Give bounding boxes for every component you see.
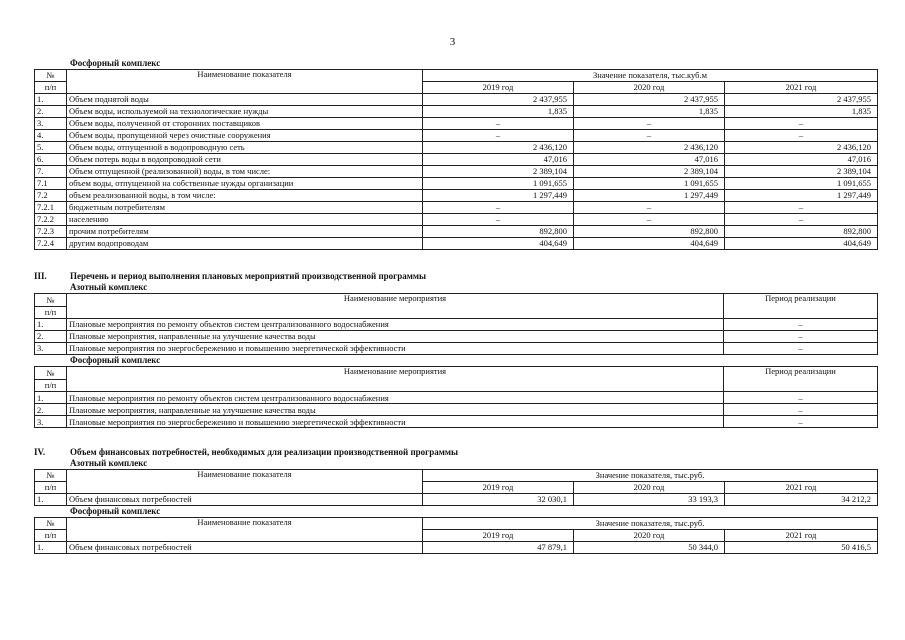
value-2021: 34 212,2 xyxy=(725,494,878,506)
complex-caption: Азотный комплекс xyxy=(70,282,148,292)
row-number: 7.2.1 xyxy=(35,202,67,214)
value-2019: – xyxy=(423,118,574,130)
row-number: 1. xyxy=(35,542,67,554)
row-number: 7. xyxy=(35,166,67,178)
header-no: № xyxy=(35,294,67,307)
year-2019: 2019 год xyxy=(423,530,574,542)
header-name: Наименование показателя xyxy=(67,470,423,494)
header-pp: п/п xyxy=(35,306,67,319)
row-name: Объем финансовых потребностей xyxy=(67,494,423,506)
value-2020: 892,800 xyxy=(574,226,725,238)
value-2021: 404,649 xyxy=(725,238,878,250)
table-row xyxy=(35,343,878,355)
value-2021: 2 389,104 xyxy=(725,166,878,178)
table-row xyxy=(35,416,878,428)
row-number: 7.2.3 xyxy=(35,226,67,238)
table-row xyxy=(35,190,878,202)
table-row xyxy=(35,331,878,343)
complex-caption: Фосфорный комплекс xyxy=(70,355,161,366)
header-value: Значение показателя, тыс.руб. xyxy=(423,470,878,482)
value-2019: 2 437,955 xyxy=(423,94,574,106)
row-number: 1. xyxy=(35,494,67,506)
row-number: 1. xyxy=(35,392,67,404)
table-row xyxy=(35,202,878,214)
table-row xyxy=(35,238,878,250)
year-2019: 2019 год xyxy=(423,82,574,94)
value-2021: 1 297,449 xyxy=(725,190,878,202)
water-volume-table xyxy=(34,69,878,250)
complex-caption: Фосфорный комплекс xyxy=(70,58,161,68)
row-number: 7.2 xyxy=(35,190,67,202)
row-number: 2. xyxy=(35,331,67,343)
header-name: Наименование мероприятия xyxy=(67,367,724,392)
value-2021: 1,835 xyxy=(725,106,878,118)
row-name: объем воды, отпущенной на собственные нужды организации xyxy=(67,178,423,190)
row-name: объем реализованной воды, в том числе: xyxy=(67,190,423,202)
row-name: Плановые мероприятия по ремонту объектов систем централизованного водоснабжения xyxy=(67,392,724,404)
section-3-heading: Перечень и период выполнения плановых мероприятий производственной программы xyxy=(70,271,427,281)
water-volume-block xyxy=(34,58,877,250)
row-name: населению xyxy=(67,214,423,226)
row-name: Объем воды, используемой на технологические нужды xyxy=(67,106,423,118)
finance-block xyxy=(34,447,877,554)
table-row xyxy=(35,118,878,130)
header-name: Наименование показателя xyxy=(67,518,423,542)
year-2020: 2020 год xyxy=(574,530,725,542)
value-2021: – xyxy=(725,130,878,142)
row-number: 7.2.2 xyxy=(35,214,67,226)
value-2020: 33 193,3 xyxy=(574,494,725,506)
header-value: Значение показателя, тыс.руб. xyxy=(423,518,878,530)
value-2020: – xyxy=(574,118,725,130)
row-period: – xyxy=(724,416,878,428)
value-2020: 1 091,655 xyxy=(574,178,725,190)
row-period: – xyxy=(724,319,878,331)
section-3-number: III. xyxy=(34,271,47,281)
measures-table-phosphor xyxy=(34,366,878,428)
value-2019: 404,649 xyxy=(423,238,574,250)
row-name: Плановые мероприятия по ремонту объектов систем централизованного водоснабжения xyxy=(67,319,724,331)
row-number: 1. xyxy=(35,319,67,331)
value-2021: – xyxy=(725,118,878,130)
value-2020: – xyxy=(574,130,725,142)
value-2019: 2 389,104 xyxy=(423,166,574,178)
row-name: бюджетным потребителям xyxy=(67,202,423,214)
header-no: № xyxy=(35,518,67,530)
table-row xyxy=(35,392,878,404)
measures-table-azot xyxy=(34,293,878,355)
value-2019: 1,835 xyxy=(423,106,574,118)
value-2019: 1 091,655 xyxy=(423,178,574,190)
value-2020: – xyxy=(574,202,725,214)
table-row xyxy=(35,494,878,506)
complex-caption: Азотный комплекс xyxy=(70,458,148,468)
row-number: 6. xyxy=(35,154,67,166)
row-name: Плановые мероприятия по энергосбережению и повышению энергетической эффективности xyxy=(67,343,724,355)
section-4-heading: Объем финансовых потребностей, необходимых для реализации производственной программы xyxy=(70,447,459,457)
row-number: 2. xyxy=(35,404,67,416)
row-period: – xyxy=(724,331,878,343)
value-2020: 2 389,104 xyxy=(574,166,725,178)
table-row xyxy=(35,142,878,154)
header-no: № xyxy=(35,70,67,82)
header-no: № xyxy=(35,470,67,482)
row-name: Объем финансовых потребностей xyxy=(67,542,423,554)
row-number: 1. xyxy=(35,94,67,106)
measures-block xyxy=(34,271,877,428)
year-2019: 2019 год xyxy=(423,482,574,494)
table-row xyxy=(35,404,878,416)
row-name: Плановые мероприятия, направленные на улучшение качества воды xyxy=(67,404,724,416)
header-no: № xyxy=(35,367,67,380)
value-2020: 1,835 xyxy=(574,106,725,118)
year-2020: 2020 год xyxy=(574,482,725,494)
table-row xyxy=(35,166,878,178)
year-2020: 2020 год xyxy=(574,82,725,94)
row-period: – xyxy=(724,392,878,404)
value-2021: 2 436,120 xyxy=(725,142,878,154)
value-2020: 2 437,955 xyxy=(574,94,725,106)
value-2020: 404,649 xyxy=(574,238,725,250)
year-2021: 2021 год xyxy=(725,530,878,542)
row-number: 7.1 xyxy=(35,178,67,190)
finance-table-azot xyxy=(34,469,878,506)
finance-table-phosphor xyxy=(34,517,878,554)
row-number: 3. xyxy=(35,343,67,355)
value-2021: 892,800 xyxy=(725,226,878,238)
row-number: 7.2.4 xyxy=(35,238,67,250)
row-name: Плановые мероприятия по энергосбережению и повышению энергетической эффективности xyxy=(67,416,724,428)
header-pp: п/п xyxy=(35,82,67,94)
row-name: Плановые мероприятия, направленные на улучшение качества воды xyxy=(67,331,724,343)
header-period: Период реализации xyxy=(724,294,878,319)
row-name: Объем потерь воды в водопроводной сети xyxy=(67,154,423,166)
year-2021: 2021 год xyxy=(725,82,878,94)
table-row xyxy=(35,130,878,142)
value-2019: 47 879,1 xyxy=(423,542,574,554)
page-number: 3 xyxy=(449,36,456,48)
table-row xyxy=(35,542,878,554)
value-2019: 47,016 xyxy=(423,154,574,166)
value-2020: – xyxy=(574,214,725,226)
table-row xyxy=(35,94,878,106)
row-name: Объем поднятой воды xyxy=(67,94,423,106)
row-number: 4. xyxy=(35,130,67,142)
row-number: 3. xyxy=(35,118,67,130)
table-row xyxy=(35,178,878,190)
value-2020: 2 436,120 xyxy=(574,142,725,154)
value-2020: 47,016 xyxy=(574,154,725,166)
row-number: 5. xyxy=(35,142,67,154)
section-3-title xyxy=(34,271,877,282)
header-value: Значение показателя, тыс.куб.м xyxy=(423,70,878,82)
table-row xyxy=(35,154,878,166)
section-4-title xyxy=(34,447,877,458)
header-pp: п/п xyxy=(35,530,67,542)
table-row xyxy=(35,214,878,226)
value-2019: – xyxy=(423,214,574,226)
row-period: – xyxy=(724,343,878,355)
value-2021: 1 091,655 xyxy=(725,178,878,190)
year-2021: 2021 год xyxy=(725,482,878,494)
header-pp: п/п xyxy=(35,379,67,392)
table-row xyxy=(35,226,878,238)
row-name: Объем воды, полученной от сторонних поставщиков xyxy=(67,118,423,130)
value-2019: 32 030,1 xyxy=(423,494,574,506)
value-2020: 50 344,0 xyxy=(574,542,725,554)
row-name: прочим потребителям xyxy=(67,226,423,238)
table-row xyxy=(35,319,878,331)
value-2021: 47,016 xyxy=(725,154,878,166)
header-period: Период реализации xyxy=(724,367,878,392)
row-number: 3. xyxy=(35,416,67,428)
table-row xyxy=(35,106,878,118)
value-2019: 1 297,449 xyxy=(423,190,574,202)
complex-caption: Фосфорный комплекс xyxy=(70,506,161,516)
header-name: Наименование показателя xyxy=(67,70,423,94)
value-2021: 2 437,955 xyxy=(725,94,878,106)
value-2019: – xyxy=(423,130,574,142)
header-pp: п/п xyxy=(35,482,67,494)
row-name: другим водопроводам xyxy=(67,238,423,250)
value-2020: 1 297,449 xyxy=(574,190,725,202)
value-2021: – xyxy=(725,214,878,226)
row-name: Объем воды, пропущенной через очистные сооружения xyxy=(67,130,423,142)
value-2019: 892,800 xyxy=(423,226,574,238)
value-2021: 50 416,5 xyxy=(725,542,878,554)
section-4-number: IV. xyxy=(34,447,46,457)
row-number: 2. xyxy=(35,106,67,118)
value-2021: – xyxy=(725,202,878,214)
value-2019: 2 436,120 xyxy=(423,142,574,154)
row-period: – xyxy=(724,404,878,416)
row-name: Объем воды, отпущенной в водопроводную сеть xyxy=(67,142,423,154)
row-name: Объем отпущенной (реализованной) воды, в том числе: xyxy=(67,166,423,178)
header-name: Наименование мероприятия xyxy=(67,294,724,319)
value-2019: – xyxy=(423,202,574,214)
